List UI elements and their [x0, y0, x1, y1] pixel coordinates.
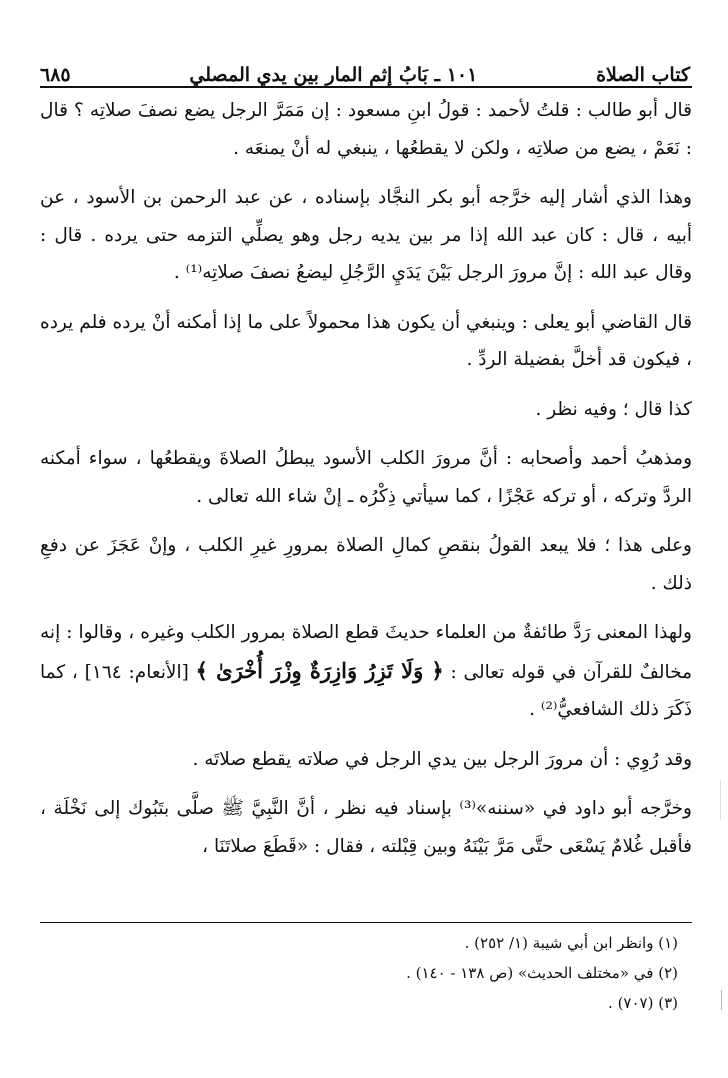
verse-reference: [الأنعام: ١٦٤] ، كما ذَكَرَ ذلك الشافعيُّ⁽²⁾ .: [40, 661, 692, 720]
footnote: (٢) في «مختلف الحديث» (ص ١٣٨ - ١٤٠) .: [406, 964, 678, 982]
paragraph: وهذا الذي أشار إليه خرَّجه أبو بكر النجَّاد بإسناده ، عن عبد الرحمن بن الأسود ، عن أبيه ، قال : كان عبد الله إذا مر بين يديه رجل وهو يصلِّي التزمه حتى يرده . قال : وقال عبد الله : إنَّ مرورَ الرجل بَيْنَ يَدَيِ الرَّجُلِ ليضعُ نصفَ صلاتِه⁽¹⁾ .: [40, 187, 692, 283]
page-number: ٦٨٥: [40, 64, 71, 86]
footnote: (٣) (٧٠٧) .: [608, 994, 678, 1012]
paragraph: قال القاضي أبو يعلى : وينبغي أن يكون هذا محمولاً على ما إذا أمكنه أنْ يرده فلم يرده ، فيكون قد أخلَّ بفضيلة الردِّ .: [40, 311, 692, 370]
paragraph: وعلى هذا ؛ فلا يبعد القولُ بنقصِ كمالِ الصلاة بمرورِ غيرِ الكلب ، وإنْ عَجَزَ عن دفعِ ذلك .: [40, 535, 692, 594]
footnotes: [40, 928, 678, 1018]
page-header: [40, 52, 690, 86]
footnote: (١) وانظر ابن أبي شيبة (١/ ٢٥٢) .: [464, 934, 678, 952]
quran-verse: ﴿ وَلَا تَزِرُ وَازِرَةٌ وِزْرَ أُخْرَىٰ ﴾: [195, 657, 444, 683]
paragraph: وقد رُوِي : أن مرورَ الرجل بين يدي الرجل في صلاته يقطع صلاتَه .: [192, 748, 692, 770]
scan-margin-mark: [721, 990, 722, 1010]
paragraph-text: ولهذا المعنى رَدَّ طائفةٌ من العلماء حديثَ قطع الصلاة بمرور الكلب وغيره ، وقالوا : إنه مخالفٌ للقرآن في قوله تعالى :: [40, 622, 693, 683]
paragraph: كذا قال ؛ وفيه نظر .: [535, 398, 692, 420]
main-text: [40, 92, 692, 877]
footnote-rule: [40, 922, 692, 923]
paragraph-with-verse: [40, 614, 692, 729]
header-rule: [40, 86, 692, 88]
paragraph: وخرَّجه أبو داود في «سننه»⁽³⁾ بإسناد فيه نظر ، أنَّ النَّبِيَّ ﷺ صلَّى بتَبُوك إلى نَخْلَة ، فأقبل غُلامٌ يَسْعَى حتَّى مَرَّ بَيْنَهُ وبين قِبْلته ، فقال : «قَطَعَ صلاتَنَا ،: [40, 798, 692, 857]
paragraph: قال أبو طالب : قلتُ لأحمد : قولُ ابنِ مسعود : إن مَمَرَّ الرجل يضع نصفَ صلاتِه ؟ قال : نَعَمْ ، يضع من صلاتِه ، ولكن لا يقطعُها ، ينبغي له أنْ يمنعَه .: [40, 100, 692, 159]
paragraph: ومذهبُ أحمد وأصحابه : أنَّ مرورَ الكلب الأسود يبطلُ الصلاةَ ويقطعُها ، سواء أمكنه الردَّ وتركه ، أو تركه عَجْزًا ، كما سيأتي ذِكْرُه ـ إنْ شاء الله تعالى .: [40, 448, 692, 507]
book-section-title: كتاب الصلاة: [596, 64, 690, 86]
scan-margin-mark: [720, 780, 721, 820]
chapter-title: ١٠١ ـ بَابُ إثم المار بين يدي المصلي: [189, 64, 478, 86]
